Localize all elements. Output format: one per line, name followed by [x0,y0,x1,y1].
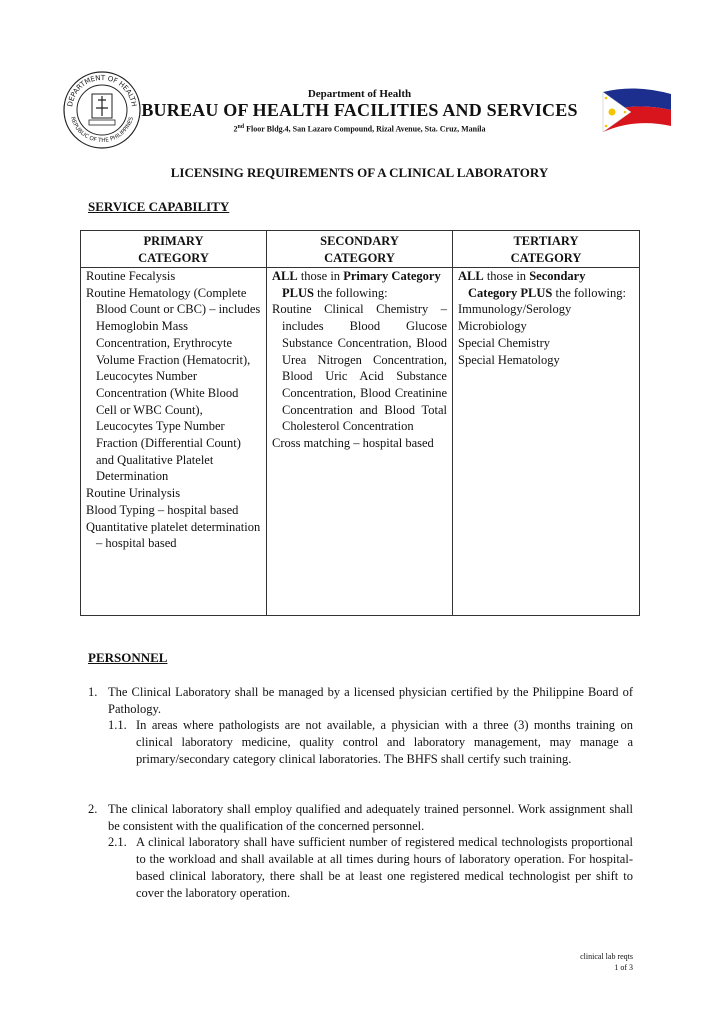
primary-item: Routine Fecalysis [86,269,176,283]
personnel-item-2 [88,801,633,901]
department-name: Department of Health [307,88,412,100]
table-body-row [81,268,640,616]
primary-category-cell [81,268,267,616]
secondary-item: Cross matching – hospital based [272,436,434,451]
seal-top-text: DEPARTMENT OF HEALTH [66,73,138,108]
address-floor-suffix: nd [237,124,245,130]
page-footer [580,951,633,973]
footer-doc-name: clinical lab reqts [580,952,633,961]
personnel-heading: PERSONNEL [88,650,168,665]
header-secondary-category: SECONDARY CATEGORY [267,231,453,268]
tertiary-item: Special Chemistry [458,335,550,350]
tertiary-intro: ALL those in Secondary Category PLUS the following: [458,269,626,300]
bureau-address [0,124,719,134]
subitem-text: A clinical laboratory shall have sufficient number of registered medical technologists proportional to the workload and shall available at all times during hours of laboratory operation. For hospital-based clinical laboratory, there shall be at least one registered medical technologist per shift to cover the laboratory operation. [136,835,633,900]
service-capability-table [80,230,640,616]
address-floor: 2 [233,124,238,134]
secondary-item: Routine Clinical Chemistry – includes Blood Glucose Substance Concentration, Blood Urea Nitrogen Concentration, Blood Uric Acid Substance Concentration, Blood Creatinine Concentration and Blood Total Cholesterol Concentration [272,302,447,434]
address-rest: Floor Bldg.4, San Lazaro Compound, Rizal Avenue, Sta. Cruz, Manila [244,124,486,134]
tertiary-item: Microbiology [458,319,527,334]
item-number: 2. [88,802,98,816]
header-primary-category: PRIMARY CATEGORY [81,231,267,268]
subitem-number: 1.1. [108,718,127,733]
tertiary-item: Special Hematology [458,352,560,367]
document-title: LICENSING REQUIREMENTS OF A CLINICAL LABORATORY [170,165,549,180]
service-capability-heading: SERVICE CAPABILITY [88,199,230,214]
primary-item: Blood Typing – hospital based [86,502,239,517]
primary-item: Quantitative platelet determination – hospital based [86,519,261,551]
tertiary-category-cell [453,268,640,616]
personnel-item-1 [88,684,633,768]
subitem-text: In areas where pathologists are not available, a physician with a three (3) months training on clinical laboratory medicine, quality control and laboratory management, may manage a primary/secondary category clinical laboratories. The BHFS shall certify such training. [136,718,633,766]
primary-item: Routine Hematology (Complete Blood Count or CBC) – includes Hemoglobin Mass Concentration, Erythrocyte Volume Fraction (Hematocrit), Leucocytes Number Concentration (White Blood Cell or WBC Count), Leucocytes Type Number Fraction (Differential Count) and Qualitative Platelet Determination [86,285,261,484]
subitem-number: 2.1. [108,835,127,850]
bureau-name: BUREAU OF HEALTH FACILITIES AND SERVICES [141,100,578,120]
table-header-row [81,231,640,268]
header-tertiary-category: TERTIARY CATEGORY [453,231,640,268]
primary-item: Routine Urinalysis [86,486,181,501]
secondary-category-cell [267,268,453,616]
footer-page-number: 1 of 3 [614,963,633,972]
item-text: The Clinical Laboratory shall be managed by a licensed physician certified by the Philippine Board of Pathology. [108,685,633,716]
secondary-intro: ALL those in Primary Category PLUS the following: [272,269,441,300]
item-number: 1. [88,685,98,699]
tertiary-item: Immunology/Serology [458,302,572,317]
seal-bottom-text: REPUBLIC OF THE PHILIPPINES [68,116,136,145]
item-text: The clinical laboratory shall employ qualified and adequately trained personnel. Work assignment shall be consistent with the qualification of the concerned personnel. [108,802,633,833]
